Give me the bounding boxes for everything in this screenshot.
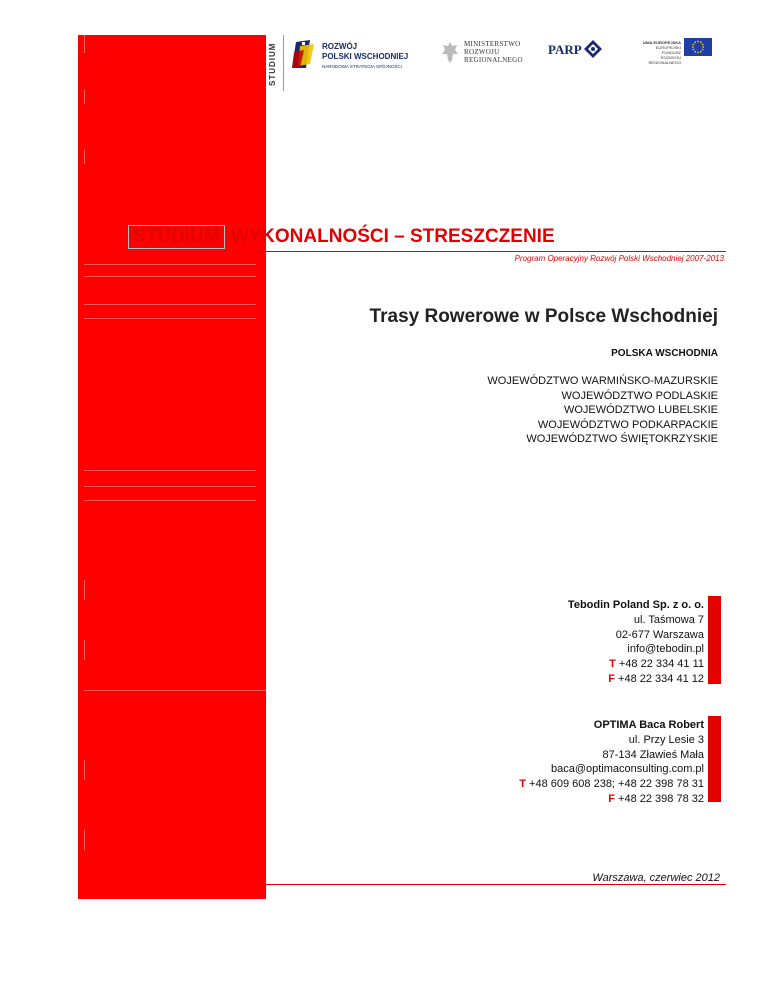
parp-logo-icon [584, 40, 602, 58]
voivodeship-list [487, 374, 718, 447]
mrr-logo-text: MINISTERSTWO ROZWOJU REGIONALNEGO [464, 40, 523, 64]
title-part-main: WYKONALNOŚCI – STRESZCZENIE [230, 226, 555, 247]
bar-line [84, 264, 256, 265]
city-address: 02-677 Warszawa [615, 628, 704, 641]
bar-tick [84, 640, 85, 660]
voivodeship-item: WOJEWÓDZTWO PODKARPACKIE [537, 418, 718, 431]
street-address: ul. Taśmowa 7 [633, 613, 704, 626]
phone-line: T +48 22 334 41 11 [609, 658, 704, 671]
company-name: OPTIMA Baca Robert [593, 719, 704, 731]
region-label: POLSKA WSCHODNIA [611, 348, 718, 359]
studium-vertical-label: STUDIUM [268, 42, 277, 86]
bar-tick [84, 760, 85, 780]
place-and-date: Warszawa, czerwiec 2012 [592, 872, 720, 884]
eagle-emblem-icon [441, 40, 459, 64]
voivodeship-item: WOJEWÓDZTWO ŚWIĘTOKRZYSKIE [526, 433, 718, 445]
contact-accent-bar [708, 716, 721, 802]
eu-flag-icon [684, 38, 712, 56]
bar-tick [84, 90, 85, 104]
eu-logo-text: UNIA EUROPEJSKA EUROPEJSKI FUNDUSZ ROZWOJU REGIONALNEGO [642, 40, 681, 65]
company-name: Tebodin Poland Sp. z o. o. [567, 599, 704, 611]
bar-line [84, 318, 256, 319]
bar-line [84, 276, 256, 277]
bar-line [84, 470, 256, 471]
title-underline [128, 251, 726, 252]
voivodeship-item: WOJEWÓDZTWO PODLASKIE [561, 389, 718, 402]
bar-line [84, 690, 266, 691]
contact-accent-bar [708, 596, 721, 684]
bar-tick [84, 830, 85, 850]
logo-separator [283, 35, 284, 91]
rpw-logo-text: ROZWÓJ POLSKI WSCHODNIEJ [322, 42, 409, 61]
program-subtitle: Program Operacyjny Rozwój Polski Wschodniej 2007-2013 [514, 254, 724, 263]
email-address: info@tebodin.pl [627, 643, 704, 656]
bar-line [84, 500, 256, 501]
rpw-logo-subtitle: NARODOWA STRATEGIA SPÓJNOŚCI [322, 64, 403, 69]
voivodeship-item: WOJEWÓDZTWO LUBELSKIE [563, 404, 718, 416]
phone-line: T +48 609 608 238; +48 22 398 78 31 [519, 778, 704, 791]
voivodeship-item: WOJEWÓDZTWO WARMIŃSKO-MAZURSKIE [487, 375, 718, 387]
red-side-bar [78, 35, 266, 899]
email-address: baca@optimaconsulting.com.pl [550, 763, 704, 776]
parp-logo-text: PARP [548, 42, 582, 57]
contact-block-tebodin [568, 598, 704, 687]
fax-line: F +48 22 398 78 32 [608, 792, 704, 805]
city-address: 87-134 Zławieś Mała [602, 748, 704, 761]
title-part-studium: STUDIUM [128, 225, 225, 249]
contact-block-optima [519, 718, 704, 807]
bar-line [84, 304, 256, 305]
bar-line [84, 486, 256, 487]
footer-underline [266, 884, 726, 885]
bar-tick [84, 580, 85, 600]
bar-tick [84, 35, 85, 53]
fax-line: F +48 22 334 41 12 [608, 672, 704, 685]
project-heading: Trasy Rowerowe w Polsce Wschodniej [369, 306, 718, 327]
document-title [128, 222, 668, 252]
bar-tick [84, 150, 85, 164]
street-address: ul. Przy Lesie 3 [628, 733, 704, 746]
